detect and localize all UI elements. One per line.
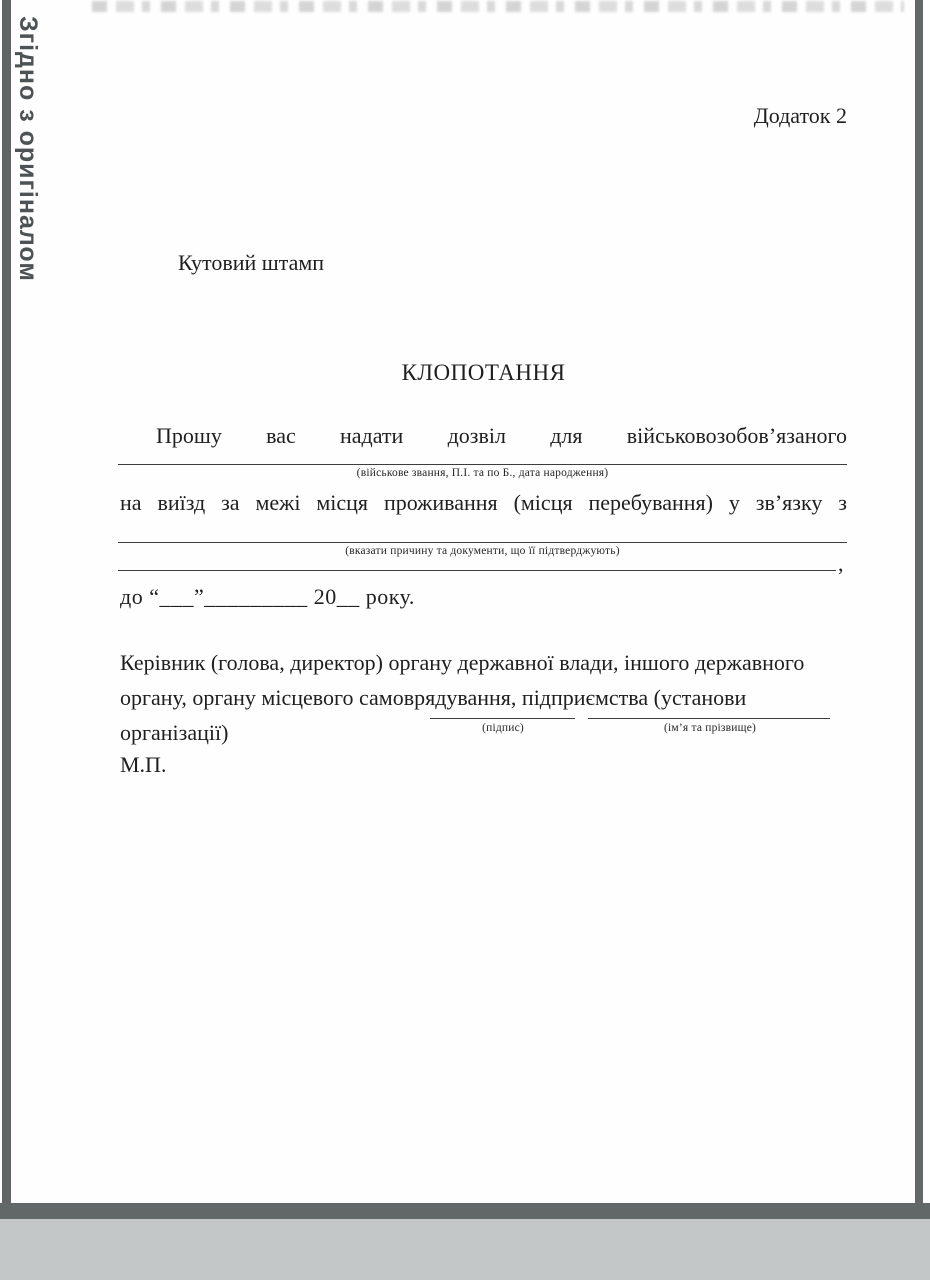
- word: для: [550, 423, 583, 448]
- certification-stamp-text: Згідно з оригіналом: [14, 16, 42, 282]
- word: перебування): [588, 490, 713, 515]
- trailing-comma: ,: [838, 551, 844, 576]
- fill-line-reason-continued: [118, 570, 836, 571]
- word: вас: [266, 423, 296, 448]
- word: проживання: [383, 490, 498, 515]
- fill-line-reason: [118, 542, 847, 543]
- word: за: [221, 490, 240, 515]
- word: надати: [340, 423, 404, 448]
- name-line: [588, 718, 830, 719]
- word: (місця: [513, 490, 573, 515]
- date-line: до “___”_________ 20__ року.: [120, 584, 415, 609]
- signer-title: [120, 645, 840, 750]
- document-title: КЛОПОТАННЯ: [401, 360, 566, 385]
- page-border-left: [2, 0, 11, 1213]
- word: Прошу: [156, 423, 222, 448]
- signature-caption: (підпис): [482, 722, 524, 734]
- word: місця: [316, 490, 369, 515]
- signer-title-line-1: Керівник (голова, директор) органу державної влади, іншого державного: [120, 650, 805, 675]
- fill-line-person-caption: (військове звання, П.І. та по Б., дата народження): [356, 467, 609, 479]
- petition-line-2: [120, 490, 847, 516]
- signature-line: [430, 718, 575, 719]
- fill-line-reason-caption: (вказати причину та документи, що її підтверджують): [345, 545, 620, 557]
- corner-stamp-note: Кутовий штамп: [178, 250, 325, 275]
- word: виїзд: [157, 490, 206, 515]
- word: військовозобов’язаного: [626, 423, 847, 448]
- page-border-right: [915, 0, 923, 1213]
- appendix-label: Додаток 2: [753, 103, 847, 128]
- word: у: [728, 490, 740, 515]
- word: дозвіл: [447, 423, 506, 448]
- page-border-bottom: [0, 1203, 930, 1219]
- word: зв’язку: [755, 490, 823, 515]
- seal-mark: М.П.: [120, 752, 167, 777]
- name-caption: (ім’я та прізвище): [663, 722, 757, 734]
- signer-title-line-2: органу, органу місцевого самоврядування, підприємства (установи організації): [120, 685, 747, 745]
- fill-line-person: [118, 464, 847, 465]
- petition-line-1: [120, 423, 847, 449]
- word: з: [838, 490, 847, 515]
- scan-background-area: [0, 1219, 930, 1280]
- word: на: [120, 490, 142, 515]
- scan-artifact-strip: [92, 1, 904, 12]
- word: межі: [255, 490, 301, 515]
